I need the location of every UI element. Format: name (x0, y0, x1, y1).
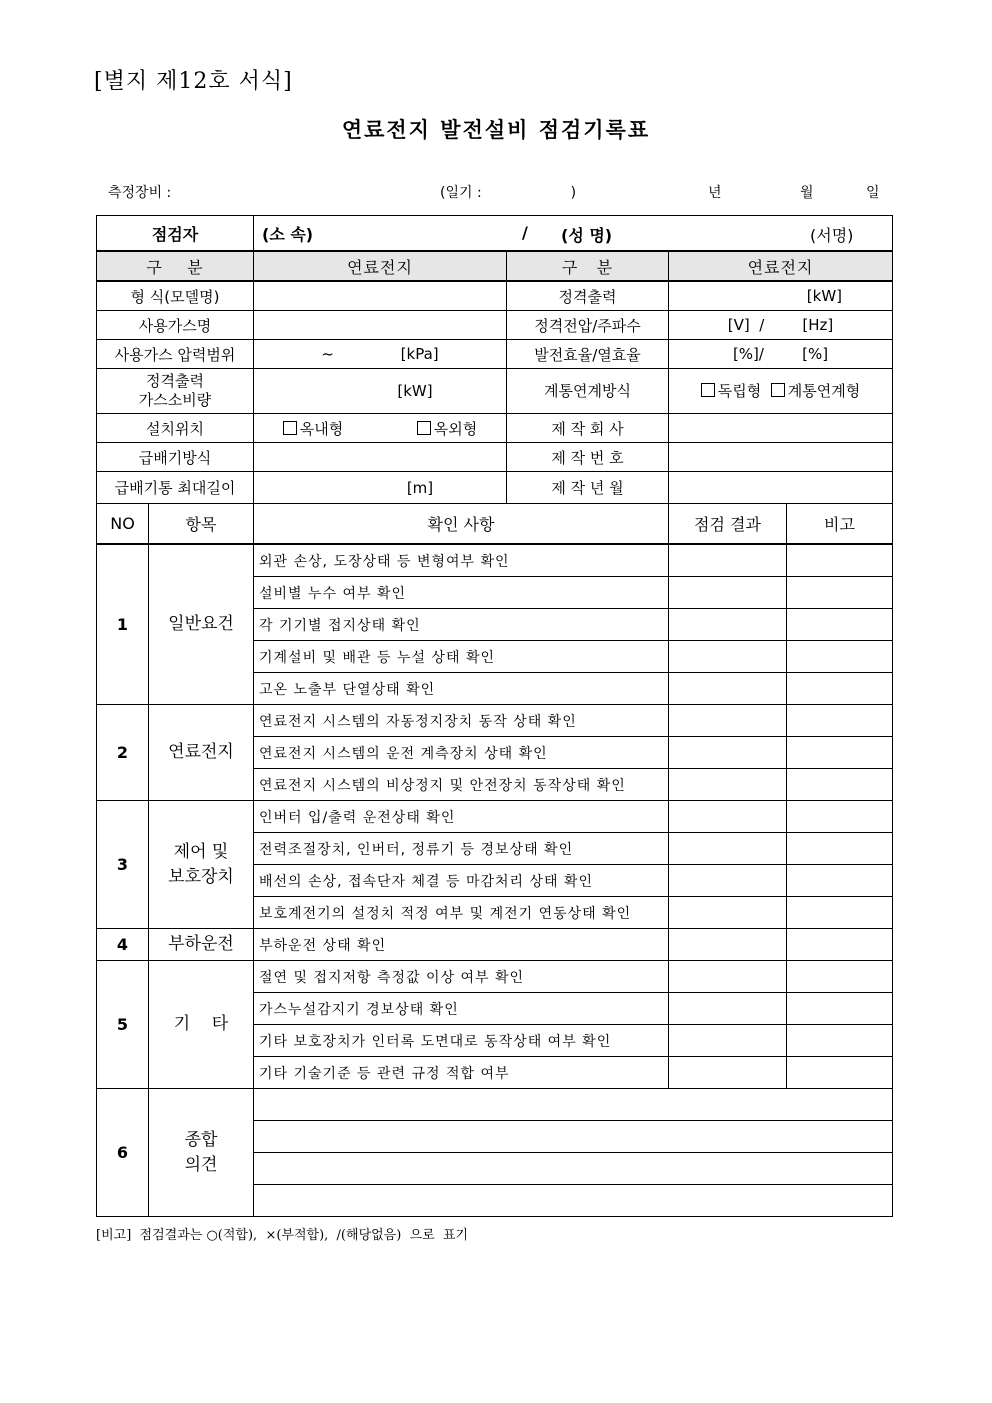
section-2-number: 2 (97, 705, 149, 801)
grid-connected-checkbox[interactable] (771, 383, 785, 397)
section-3-category-line2: 보호장치 (168, 866, 234, 887)
gas-name-label: 사용가스명 (97, 311, 254, 340)
item-header: 항목 (149, 504, 254, 545)
section-5-category: 기 타 (149, 961, 254, 1089)
result-cell[interactable] (669, 769, 787, 801)
grid-type-field[interactable] (669, 369, 893, 414)
independent-label: 독립형 (717, 381, 762, 400)
section-6-number: 6 (97, 1089, 149, 1217)
check-item: 연료전지 시스템의 자동정지장치 동작 상태 확인 (254, 705, 669, 737)
content-header: 확인 사항 (254, 504, 669, 545)
result-cell[interactable] (669, 544, 787, 577)
remarks-cell[interactable] (787, 993, 893, 1025)
opinion-line[interactable] (254, 1121, 893, 1153)
exhaust-method-field[interactable] (254, 443, 507, 472)
remarks-cell[interactable] (787, 929, 893, 961)
inspector-field[interactable] (254, 216, 893, 252)
section-1-number: 1 (97, 544, 149, 705)
remarks-cell[interactable] (787, 801, 893, 833)
check-item: 절연 및 접지저항 측정값 이상 여부 확인 (254, 961, 669, 993)
inspector-label: 점검자 (97, 216, 254, 252)
rated-output-field[interactable]: [kW] (669, 281, 893, 311)
result-cell[interactable] (669, 609, 787, 641)
remarks-cell[interactable] (787, 769, 893, 801)
check-item: 고온 노출부 단열상태 확인 (254, 673, 669, 705)
efficiency-field[interactable]: [%]/ [%] (669, 340, 893, 369)
manufacturer-label: 제 작 회 사 (507, 414, 669, 443)
check-item: 인버터 입/출력 운전상태 확인 (254, 801, 669, 833)
serial-number-label: 제 작 번 호 (507, 443, 669, 472)
remarks-cell[interactable] (787, 641, 893, 673)
result-cell[interactable] (669, 705, 787, 737)
grid-type-label: 계통연계방식 (507, 369, 669, 414)
page-title: 연료전지 발전설비 점검기록표 (341, 117, 651, 142)
remarks-cell[interactable] (787, 705, 893, 737)
slash-separator: / (522, 223, 528, 242)
remarks-cell[interactable] (787, 609, 893, 641)
indoor-checkbox[interactable] (283, 421, 297, 435)
gas-pressure-label: 사용가스 압력범위 (97, 340, 254, 369)
rated-voltage-label: 정격전압/주파수 (507, 311, 669, 340)
check-item: 설비별 누수 여부 확인 (254, 577, 669, 609)
check-item: 부하운전 상태 확인 (254, 929, 669, 961)
opinion-line[interactable] (254, 1153, 893, 1185)
affiliation-label: (소 속) (262, 224, 314, 244)
remarks-cell[interactable] (787, 1057, 893, 1089)
result-cell[interactable] (669, 961, 787, 993)
result-cell[interactable] (669, 801, 787, 833)
name-label: (성 명) (561, 226, 613, 245)
signature-label: (서명) (810, 226, 854, 245)
result-cell[interactable] (669, 641, 787, 673)
outdoor-label: 옥외형 (433, 419, 478, 438)
remarks-cell[interactable] (787, 544, 893, 577)
remarks-cell[interactable] (787, 737, 893, 769)
check-item: 전력조절장치, 인버터, 정류기 등 경보상태 확인 (254, 833, 669, 865)
year-label: 년 (708, 185, 722, 201)
manufacture-date-label: 제 작 년 월 (507, 472, 669, 504)
check-item: 가스누설감지기 경보상태 확인 (254, 993, 669, 1025)
check-item: 기타 보호장치가 인터록 도면대로 동작상태 여부 확인 (254, 1025, 669, 1057)
result-cell[interactable] (669, 1025, 787, 1057)
exhaust-length-label: 급배기통 최대길이 (97, 472, 254, 504)
opinion-line[interactable] (254, 1089, 893, 1121)
check-item: 배선의 손상, 접속단자 체결 등 마감처리 상태 확인 (254, 865, 669, 897)
result-cell[interactable] (669, 833, 787, 865)
serial-number-field[interactable] (669, 443, 893, 472)
inspection-table (96, 503, 893, 1217)
gas-consumption-field[interactable]: [kW] (254, 369, 507, 414)
remarks-cell[interactable] (787, 961, 893, 993)
day-label: 일 (866, 185, 880, 201)
fuel-cell-header-2: 연료전지 (669, 251, 893, 281)
outdoor-checkbox[interactable] (417, 421, 431, 435)
section-2-category: 연료전지 (149, 705, 254, 801)
install-location-field[interactable] (254, 414, 507, 443)
exhaust-method-label: 급배기방식 (97, 443, 254, 472)
no-header: NO (97, 504, 149, 545)
model-field[interactable] (254, 281, 507, 311)
result-cell[interactable] (669, 865, 787, 897)
model-label: 형 식(모델명) (97, 281, 254, 311)
check-item: 연료전지 시스템의 운전 계측장치 상태 확인 (254, 737, 669, 769)
section-6-category-line1: 종합 (184, 1129, 218, 1150)
result-header: 점검 결과 (669, 504, 787, 545)
calibration-label: (일기 : ) (440, 185, 577, 201)
section-6-category (149, 1089, 254, 1217)
remarks-cell[interactable] (787, 833, 893, 865)
efficiency-label: 발전효율/열효율 (507, 340, 669, 369)
remarks-cell[interactable] (787, 865, 893, 897)
check-item: 각 기기별 접지상태 확인 (254, 609, 669, 641)
category-header-2: 구 분 (507, 251, 669, 281)
result-cell[interactable] (669, 673, 787, 705)
check-item: 보호계전기의 설정치 적정 여부 및 계전기 연동상태 확인 (254, 897, 669, 929)
gas-consumption-line2: 가스소비량 (138, 391, 212, 409)
gas-consumption-line1: 정격출력 (146, 372, 204, 390)
gas-consumption-label (97, 369, 254, 414)
manufacturer-field[interactable] (669, 414, 893, 443)
section-4-category: 부하운전 (149, 929, 254, 961)
result-cell[interactable] (669, 1057, 787, 1089)
remarks-cell[interactable] (787, 1025, 893, 1057)
fuel-cell-header: 연료전지 (254, 251, 507, 281)
rated-voltage-field[interactable]: [V] / [Hz] (669, 311, 893, 340)
section-3-category (149, 801, 254, 929)
section-1-category: 일반요건 (149, 544, 254, 705)
remarks-header: 비고 (787, 504, 893, 545)
measuring-device-label: 측정장비 : (108, 185, 172, 201)
result-cell[interactable] (669, 929, 787, 961)
grid-connected-label: 계통연계형 (787, 381, 861, 400)
install-location-label: 설치위치 (97, 414, 254, 443)
check-item: 기타 기술기준 등 관련 규정 적합 여부 (254, 1057, 669, 1089)
exhaust-length-field[interactable]: [m] (254, 472, 507, 504)
rated-output-label: 정격출력 (507, 281, 669, 311)
form-code: [별지 제12호 서식] (94, 69, 293, 94)
check-item: 연료전지 시스템의 비상정지 및 안전장치 동작상태 확인 (254, 769, 669, 801)
check-item: 외관 손상, 도장상태 등 변형여부 확인 (254, 544, 669, 577)
result-cell[interactable] (669, 737, 787, 769)
gas-name-field[interactable] (254, 311, 507, 340)
spec-table (96, 215, 893, 504)
result-cell[interactable] (669, 577, 787, 609)
section-5-number: 5 (97, 961, 149, 1089)
remarks-cell[interactable] (787, 673, 893, 705)
section-3-number: 3 (97, 801, 149, 929)
manufacture-date-field[interactable] (669, 472, 893, 504)
check-item: 기계설비 및 배관 등 누설 상태 확인 (254, 641, 669, 673)
section-3-category-line1: 제어 및 (173, 841, 229, 862)
category-header: 구 분 (97, 251, 254, 281)
independent-checkbox[interactable] (701, 383, 715, 397)
result-cell[interactable] (669, 993, 787, 1025)
section-6-category-line2: 의견 (184, 1154, 218, 1175)
gas-pressure-field[interactable]: ~ [kPa] (254, 340, 507, 369)
remarks-cell[interactable] (787, 897, 893, 929)
result-cell[interactable] (669, 897, 787, 929)
indoor-label: 옥내형 (299, 419, 344, 438)
section-4-number: 4 (97, 929, 149, 961)
month-label: 월 (800, 185, 814, 201)
footnote: [비고] 점검결과는 ○(적합), ×(부적합), /(해당없음) 으로 표기 (96, 1228, 469, 1243)
opinion-line[interactable] (254, 1185, 893, 1217)
remarks-cell[interactable] (787, 577, 893, 609)
